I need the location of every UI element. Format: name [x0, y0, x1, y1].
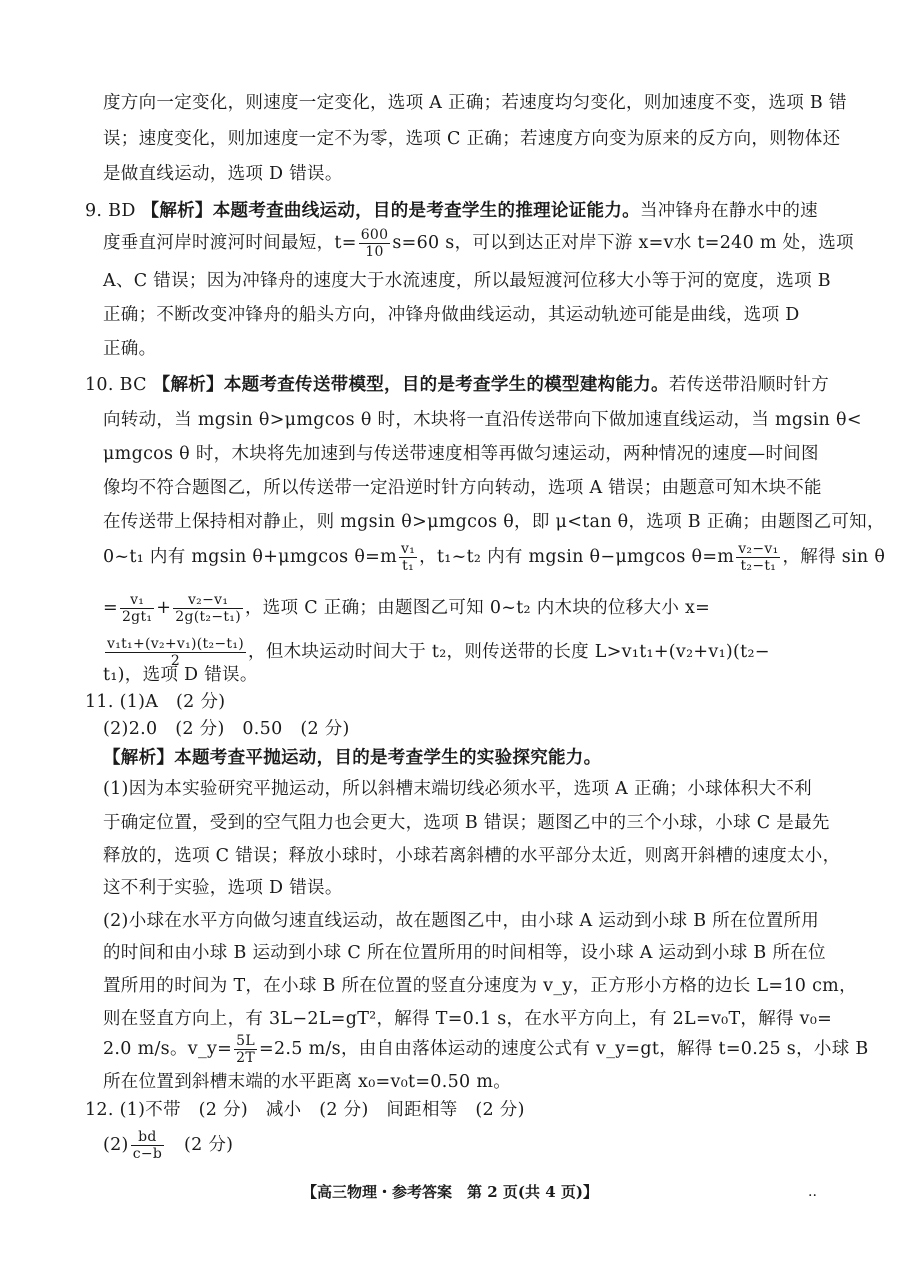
equation-line: [103, 1030, 869, 1068]
text-line: 若传送带沿顺时针方: [668, 375, 830, 395]
text-line: 于确定位置，受到的空气阻力也会更大，选项 B 错误；题图乙中的三个小球，小球 C 是最先: [103, 813, 830, 833]
text-line: 当冲锋舟在静水中的速: [639, 201, 818, 221]
text-fragment: ，解得 sin θ: [782, 547, 886, 567]
text-line: 正确。: [103, 339, 157, 359]
question-11-line: 11. (1)A (2 分): [85, 692, 226, 712]
numerator: v₂−v₁: [173, 592, 243, 609]
fraction: [234, 1033, 257, 1066]
denominator: 2gt₁: [121, 609, 153, 625]
text-line: 误；速度变化，则加速度一定不为零，选项 C 正确；若速度方向变为原来的反方向，则物体还: [103, 129, 841, 149]
denominator: t₂−t₁: [740, 558, 777, 574]
denominator: t₁: [402, 558, 415, 574]
text-fragment: =: [103, 598, 118, 618]
text-line: 在传送带上保持相对静止，则 mgsin θ>μmgcos θ，即 μ<tan θ，选项 B 正确；由题图乙可知，: [103, 512, 885, 532]
text-line: μmgcos θ 时，木块将先加速到与传送带速度相等再做匀速运动，两种情况的速度—时间图: [103, 444, 819, 464]
text-line: 正确；不断改变冲锋舟的船头方向，冲锋舟做曲线运动，其运动轨迹可能是曲线，选项 D: [103, 305, 800, 325]
text-line: t₁)，选项 D 错误。: [103, 665, 258, 685]
text-fragment: ，t₁~t₂ 内有 mgsin θ−μmgcos θ=m: [419, 547, 735, 567]
analysis-heading: 【解析】本题考查平抛运动，目的是考查学生的实验探究能力。: [103, 748, 602, 768]
answer-line: [103, 1125, 233, 1165]
question-10-line: [85, 372, 829, 398]
equation-line: [103, 589, 710, 627]
text-fragment: ，但木块运动时间大于 t₂，则传送带的长度 L>v₁t₁+(v₂+v₁)(t₂−: [248, 642, 770, 662]
numerator: v₁: [120, 592, 154, 609]
equation-line: [103, 538, 885, 576]
numerator: 600: [360, 227, 389, 243]
numerator: 5L: [234, 1033, 257, 1050]
question-9-number: 9. BD: [85, 201, 136, 221]
question-9-line: [85, 198, 818, 224]
fraction: [131, 1129, 164, 1162]
text-fragment: s=60 s，可以到达正对岸下游 x=v水 t=240 m 处，选项: [392, 233, 854, 253]
text-line: 置所用的时间为 T，在小球 B 所在位置的竖直分速度为 v_y，正方形小方格的边长 L=10 cm，: [103, 976, 857, 996]
fraction: [736, 541, 780, 574]
fraction: [173, 592, 243, 625]
text-line: 这不利于实验，选项 D 错误。: [103, 878, 343, 898]
text-fragment: ，选项 C 正确；由题图乙可知 0~t₂ 内木块的位移大小 x=: [244, 598, 711, 618]
text-line: (2)小球在水平方向做匀速直线运动，故在题图乙中，由小球 A 运动到小球 B 所在位置所用: [103, 911, 820, 931]
text-line: 是做直线运动，选项 D 错误。: [103, 164, 343, 184]
text-fragment: 2.0 m/s。v_y=: [103, 1039, 233, 1059]
fraction: [120, 592, 154, 625]
denominator: 2g(t₂−t₁): [175, 609, 241, 625]
text-line: A、C 错误；因为冲锋舟的速度大于水流速度，所以最短渡河位移大小等于河的宽度，选项 B: [103, 271, 831, 291]
fraction: [359, 227, 391, 260]
analysis-heading: 【解析】本题考查传送带模型，目的是考查学生的模型建构能力。: [152, 375, 669, 395]
text-fragment: (2): [103, 1135, 129, 1155]
numerator: v₁t₁+(v₂+v₁)(t₂−t₁): [107, 636, 245, 652]
text-line: 所在位置到斜槽末端的水平距离 x₀=v₀t=0.50 m。: [103, 1072, 512, 1092]
answer-line: (2)2.0 (2 分) 0.50 (2 分): [103, 719, 350, 739]
text-line: 度方向一定变化，则速度一定变化，选项 A 正确；若速度均匀变化，则加速度不变，选项 B 错: [103, 93, 847, 113]
question-12-line: 12. (1)不带 (2 分) 减小 (2 分) 间距相等 (2 分): [85, 1100, 525, 1120]
fraction: [399, 541, 417, 574]
page-footer: 【高三物理・参考答案 第 2 页(共 4 页)】: [302, 1183, 598, 1201]
question-10-number: 10. BC: [85, 375, 147, 395]
text-fragment: 度垂直河岸时渡河时间最短，t=: [103, 233, 357, 253]
text-fragment: 0~t₁ 内有 mgsin θ+μmgcos θ=m: [103, 547, 398, 567]
analysis-heading: 【解析】本题考查曲线运动，目的是考查学生的推理论证能力。: [141, 201, 640, 221]
denominator: 2T: [236, 1050, 256, 1066]
denominator: 10: [365, 244, 384, 260]
text-line: (1)因为本实验研究平抛运动，所以斜槽末端切线必须水平，选项 A 正确；小球体积大不利: [103, 779, 812, 799]
text-line: 释放的，选项 C 错误；释放小球时，小球若离斜槽的水平部分太近，则离开斜槽的速度太小，: [103, 846, 841, 866]
scan-marks: ..: [808, 1184, 817, 1200]
question-9-line: [103, 226, 854, 260]
text-line: 向转动，当 mgsin θ>μmgcos θ 时，木块将一直沿传送带向下做加速直线运动，当 mgsin θ<: [103, 410, 862, 430]
numerator: v₁: [401, 541, 416, 557]
numerator: v₂−v₁: [738, 541, 779, 557]
denominator: 2: [170, 653, 181, 669]
text-line: 的时间和由小球 B 运动到小球 C 所在位置所用的时间相等，设小球 A 运动到小球 B 所在位: [103, 943, 826, 963]
denominator: c−b: [132, 1146, 163, 1162]
text-fragment: +: [156, 598, 172, 618]
text-fragment: (2 分): [166, 1135, 234, 1155]
text-line: 则在竖直方向上，有 3L−2L=gT²，解得 T=0.1 s，在水平方向上，有 2L=v₀T，解得 v₀=: [103, 1009, 833, 1029]
numerator: bd: [131, 1129, 164, 1146]
text-line: 像均不符合题图乙，所以传送带一定沿逆时针方向转动，选项 A 错误；由题意可知木块不能: [103, 478, 822, 498]
text-fragment: =2.5 m/s，由自由落体运动的速度公式有 v_y=gt，解得 t=0.25 s，小球 B: [259, 1039, 869, 1059]
